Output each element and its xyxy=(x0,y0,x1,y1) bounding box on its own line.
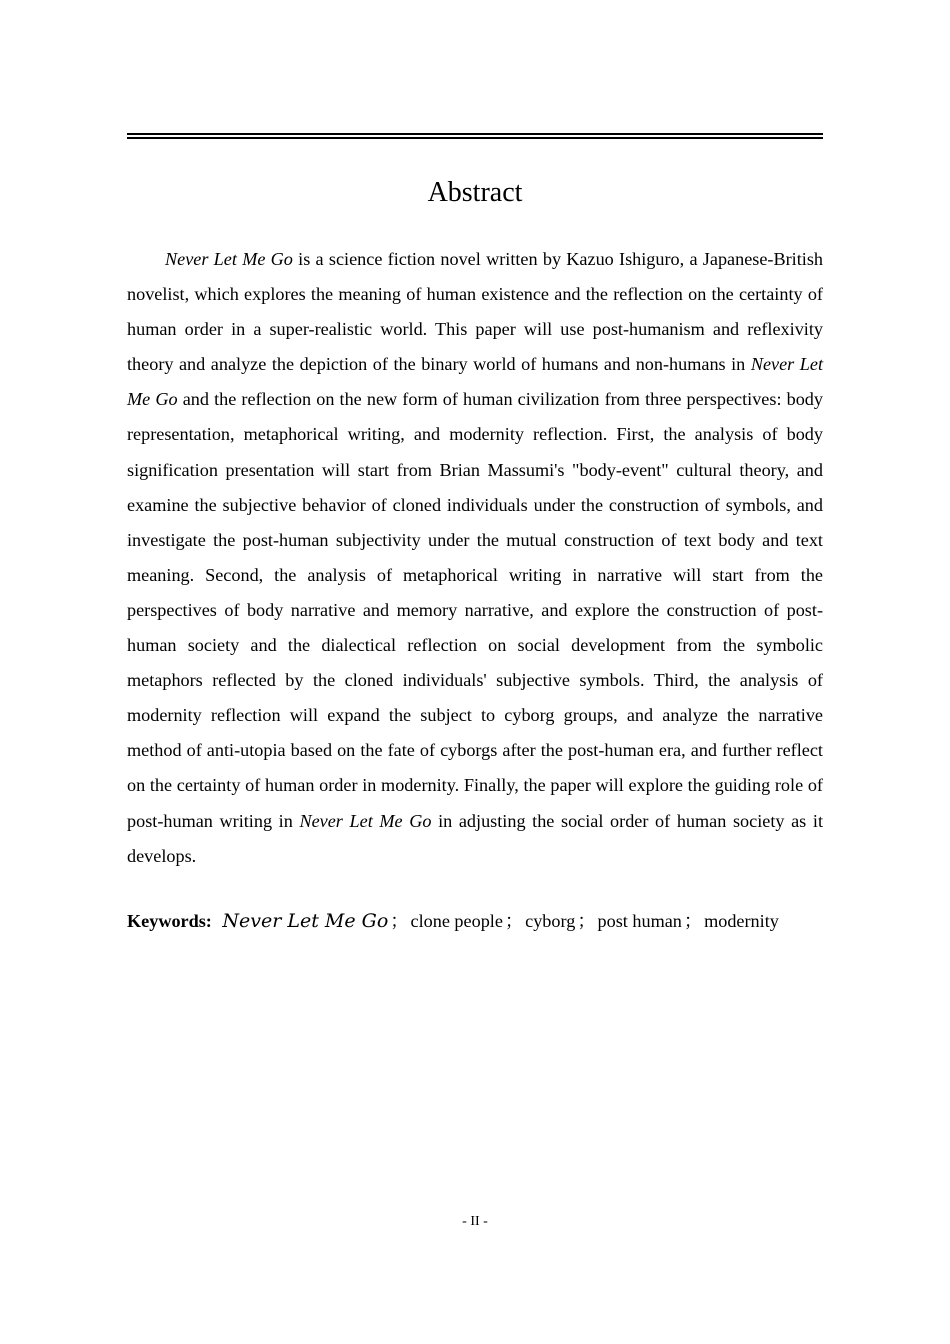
keyword-item: post human xyxy=(597,911,682,931)
keyword-separator: ； xyxy=(390,911,409,931)
keyword-item: modernity xyxy=(704,911,779,931)
header-rule-thick xyxy=(127,133,823,135)
abstract-book-title: Never Let Me Go xyxy=(127,354,824,410)
keywords-line xyxy=(127,906,823,936)
page-number: - II - xyxy=(462,1214,488,1229)
keywords-label: Keywords: xyxy=(127,911,212,931)
keyword-separator: ； xyxy=(504,911,524,931)
keyword-item: Never Let Me Go xyxy=(222,910,389,932)
keyword-item: clone people xyxy=(410,911,503,931)
abstract-book-title: Never Let Me Go xyxy=(165,249,293,269)
abstract-text: and the reflection on the new form of human civilization from three perspectives: body representation, metaphorical writing, and modernity reflection. First, the analysis of body signification presentation will start from Brian Massumi's "body-event" cultural theory, and examine the subjective behavior of cloned individuals under the construction of symbols, and investigate the post-human subjectivity under the mutual construction of text body and text meaning. Second, the analysis of metaphorical writing in narrative will start from the perspectives of body narrative and memory narrative, and explore the construction of post-human society and the dialectical reflection on social development from the symbolic metaphors reflected by the cloned individuals' subjective symbols. Third, the analysis of modernity reflection will expand the subject to cyborg groups, and analyze the narrative method of anti-utopia based on the fate of cyborgs after the post-human era, and further reflect on the certainty of human order in modernity. Finally, the paper will explore the guiding role of post-human writing in xyxy=(127,389,823,831)
abstract-paragraph xyxy=(127,242,823,874)
keyword-item: cyborg xyxy=(525,911,576,931)
keyword-separator: ； xyxy=(577,911,596,931)
page-title: Abstract xyxy=(427,177,523,208)
keyword-separator: ； xyxy=(683,911,703,931)
header-rule-thin xyxy=(127,137,823,139)
abstract-book-title: Never Let Me Go xyxy=(299,810,432,831)
abstract-text: is a science fiction novel written by Kazuo Ishiguro, a Japanese-British novelist, which explores the meaning of human existence and the reflection on the certainty of human order in a super-realistic world. This paper will use post-humanism and reflexivity theory and analyze the depiction of the binary world of humans and non-humans in xyxy=(127,249,823,375)
abstract-text: in adjusting the social order of human society as it develops. xyxy=(127,810,823,866)
